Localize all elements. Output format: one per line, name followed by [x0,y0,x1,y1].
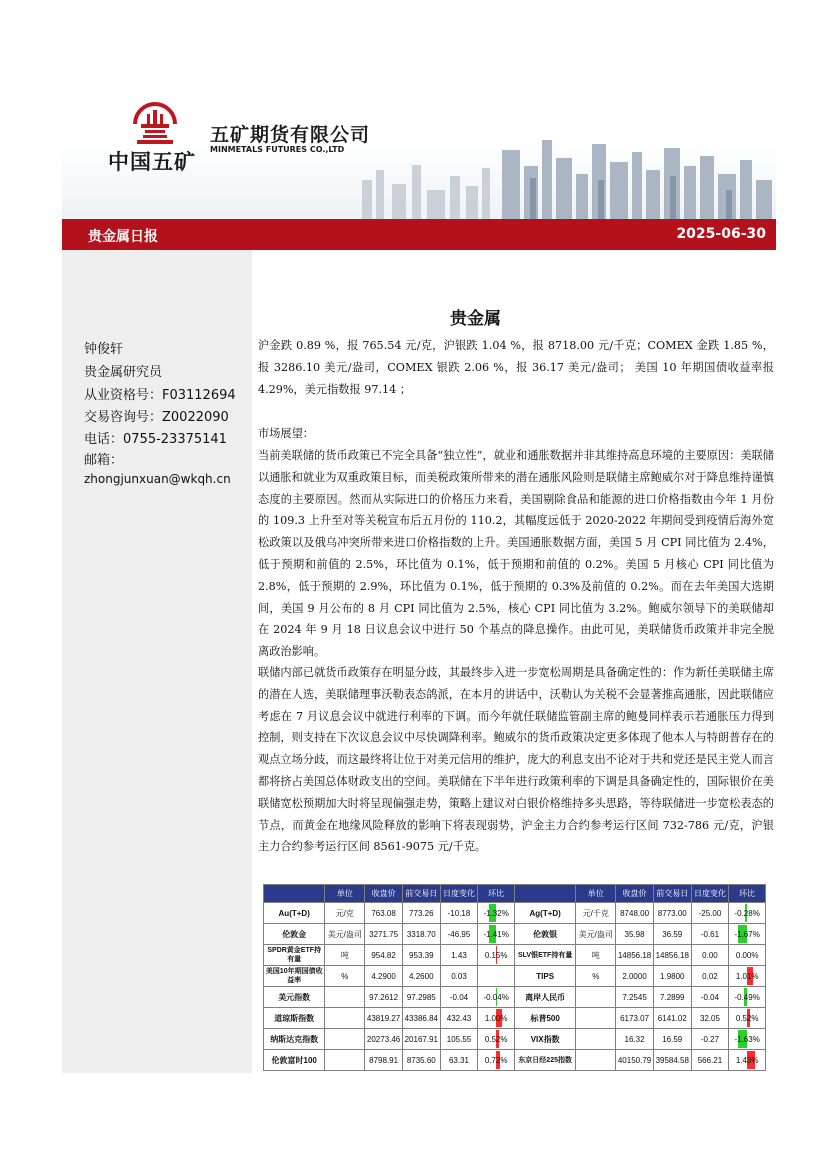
author-title: 贵金属研究员 [84,365,163,380]
table-header-cell: 前交易日 [653,885,691,903]
percent-change-cell [729,1008,766,1029]
percent-change-value: -0.49% [734,992,760,1002]
outlook-paragraph-1: 当前美联储的货币政策已不完全具备“独立性”，就业和通胀数据并非其维持高息环境的主要原因：美联储以通胀和就业为双重政策目标，而美税政策所带来的潜在通胀风险则是联储主席鲍威尔对于降息维持谨慎态度的主要原因。然而从实际进口的价格压力来看，美国剔除食品和能源的进口价格指数由今年 1 月份的 109.3 上升至对等关税宣布后五月份的 110.2，其幅度远低于 2020-2022 年期间受到疫情后海外宽松政策以及俄乌冲突所带来进口价格指数的上升。美国通胀数据方面，美国 5 月 CPI 同比值为 2.4%，低于预期和前值的 2.5%，环比值为 0.1%，低于预期和前值的 0.2%。美国 5 月核心 CPI 同比值为 2.8%，低于预期的 2.9%，环比值为 0.1%，低于预期的 0.3%及前值的 0.2%。而在去年美国大选期间，美国 9 月公布的 8 月 CPI 同比值为 2.5%，核心 CPI 同比值为 3.2%。鲍威尔领导下的美联储却在 2024 年 9 月 18 日议息会议中进行 50 个基点的降息操作。由此可见，美联储货币政策并非完全脱离政治影响。 [258,449,774,659]
table-header-cell: 日度变化 [691,885,729,903]
company-name-en: MINMETALS FUTURES CO.,LTD [210,145,345,154]
author-phone: 电话：0755-23375141 [84,432,227,447]
percent-change-value: 0.52% [484,1034,508,1044]
unit-cell [325,1008,365,1029]
percent-change-value: 1.00% [484,1013,508,1023]
author-consult-number: 交易咨询号：Z0022090 [84,410,229,425]
close-price-cell: 8798.91 [365,1050,403,1071]
table-row [264,966,766,987]
instrument-name: Au(T+D) [264,903,325,924]
percent-change-cell [478,1029,515,1050]
table-header-cell: 单位 [325,885,365,903]
previous-close-cell: 3318.70 [402,924,440,945]
percent-change-cell [478,945,515,966]
close-price-cell: 2.0000 [616,966,654,987]
unit-cell: 吨 [325,945,365,966]
table-header-cell: 前交易日 [402,885,440,903]
page-title: 贵金属 [450,309,501,329]
close-price-cell: 97.2612 [365,987,403,1008]
instrument-name: 伦敦金 [264,924,325,945]
close-price-cell: 14856.18 [616,945,654,966]
table-header-cell [264,885,325,903]
table-header-cell: 收盘价 [616,885,654,903]
unit-cell [325,1050,365,1071]
instrument-name: SPDR黄金ETF持有量 [264,945,325,966]
unit-cell: % [576,966,616,987]
percent-change-value: 0.52% [735,1013,759,1023]
market-data-table [263,884,766,1071]
percent-change-cell [729,945,766,966]
unit-cell: 元/克 [325,903,365,924]
percent-change-value: -0.04% [483,992,509,1002]
table-row [264,987,766,1008]
close-price-cell: 954.82 [365,945,403,966]
percent-change-cell [729,1050,766,1071]
report-name: 贵金属日报 [88,229,158,245]
percent-change-cell [478,1008,515,1029]
percent-change-value: 0.15% [484,950,508,960]
author-qualification: 从业资格号：F03112694 [84,388,236,403]
table-row [264,924,766,945]
previous-close-cell: 36.59 [653,924,691,945]
percent-change-cell [729,924,766,945]
instrument-name: 标普500 [514,1008,575,1029]
logo-brand-text: 中国五矿 [108,150,196,174]
percent-change-value: -1.41% [483,929,509,939]
unit-cell: % [325,966,365,987]
daily-change-cell: 32.05 [691,1008,729,1029]
daily-change-cell: 0.00 [691,945,729,966]
outlook-paragraph-2: 联储内部已就货币政策存在明显分歧，其最终步入进一步宽松周期是具备确定性的：作为新任美联储主席的潜在人选，美联储理事沃勒表态鸽派，在本月的讲话中，沃勒认为关税不会显著推高通胀，因此联储应考虑在 7 月议息会议中就进行利率的下调。而今年就任联储监管副主席的鲍曼同样表示若通胀压力得到控制，则支持在下次议息会议中尽快调降利率。鲍威尔的货币政策决定更多体现了他本人与特朗普存在的观点立场分歧，而这最终将让位于对美元信用的维护，庞大的利息支出不论对于共和党还是民主党人而言都将挤占美国总体财政支出的空间。美联储在下半年进行政策利率的下调是具备确定性的，国际银价在美联储宽松预期加大时将呈现偏强走势，策略上建议对白银价格维持多头思路，等待联储进一步宽松表态的节点，而黄金在地缘风险释放的影响下将表现弱势，沪金主力合约参考运行区间 732-786 元/克，沪银主力合约参考运行区间 8561-9075 元/千克。 [258,666,774,854]
percent-change-cell [729,987,766,1008]
instrument-name: 道琼斯指数 [264,1008,325,1029]
instrument-name: VIX指数 [514,1029,575,1050]
previous-close-cell: 6141.02 [653,1008,691,1029]
percent-change-value: 1.43% [735,1055,759,1065]
unit-cell: 元/千克 [576,903,616,924]
close-price-cell: 6173.07 [616,1008,654,1029]
instrument-name: 美国10年期国债收益率 [264,966,325,987]
close-price-cell: 20273.46 [365,1029,403,1050]
author-email[interactable]: zhongjunxuan@wkqh.cn [84,472,231,486]
previous-close-cell: 773.26 [402,903,440,924]
daily-change-cell: 432.43 [440,1008,478,1029]
previous-close-cell: 4.2600 [402,966,440,987]
unit-cell [576,1008,616,1029]
unit-cell: 美元/盎司 [576,924,616,945]
percent-change-cell [729,903,766,924]
previous-close-cell: 953.39 [402,945,440,966]
daily-change-cell: -0.61 [691,924,729,945]
minmetals-logo-icon [131,102,179,146]
daily-change-cell: -0.04 [440,987,478,1008]
daily-change-cell: 63.31 [440,1050,478,1071]
instrument-name: 东京日经225指数 [514,1050,575,1071]
percent-change-cell [478,1050,515,1071]
daily-change-cell: 1.43 [440,945,478,966]
table-header-cell: 收盘价 [365,885,403,903]
previous-close-cell: 14856.18 [653,945,691,966]
daily-change-cell: -0.27 [691,1029,729,1050]
percent-change-value: 0.72% [484,1055,508,1065]
percent-change-cell [729,966,766,987]
author-email-label: 邮箱： [84,453,124,468]
instrument-name: 伦敦银 [514,924,575,945]
instrument-name: SLV银ETF持有量 [514,945,575,966]
table-row [264,1050,766,1071]
percent-change-cell [478,903,515,924]
unit-cell [576,987,616,1008]
percent-change-cell [729,1029,766,1050]
percent-change-cell [478,966,515,987]
close-price-cell: 43819.27 [365,1008,403,1029]
report-date: 2025-06-30 [676,226,766,242]
unit-cell [325,1029,365,1050]
table-row [264,945,766,966]
instrument-name: 美元指数 [264,987,325,1008]
table-row [264,1029,766,1050]
close-price-cell: 4.2900 [365,966,403,987]
close-price-cell: 8748.00 [616,903,654,924]
table-header-cell: 日度变化 [440,885,478,903]
table-header-cell: 环比 [729,885,766,903]
author-name: 钟俊轩 [84,342,124,357]
instrument-name: 纳斯达克指数 [264,1029,325,1050]
daily-change-cell: -0.04 [691,987,729,1008]
close-price-cell: 763.08 [365,903,403,924]
instrument-name: 离岸人民币 [514,987,575,1008]
table-header-cell: 单位 [576,885,616,903]
daily-change-cell: 0.02 [691,966,729,987]
table-header-cell [514,885,575,903]
report-title-bar [62,219,776,250]
unit-cell: 美元/盎司 [325,924,365,945]
previous-close-cell: 97.2985 [402,987,440,1008]
daily-change-cell: 566.21 [691,1050,729,1071]
company-name-cn: 五矿期货有限公司 [210,124,371,146]
previous-close-cell: 43386.84 [402,1008,440,1029]
percent-change-cell [478,987,515,1008]
instrument-name: Ag(T+D) [514,903,575,924]
table-row [264,1008,766,1029]
unit-cell [325,987,365,1008]
previous-close-cell: 8773.00 [653,903,691,924]
daily-change-cell: -46.95 [440,924,478,945]
close-price-cell: 3271.75 [365,924,403,945]
daily-change-cell: -25.00 [691,903,729,924]
percent-change-value: -0.28% [734,908,760,918]
table-header-row [264,885,766,903]
outlook-heading: 市场展望： [258,427,314,440]
percent-change-value: -1.32% [483,908,509,918]
instrument-name: TIPS [514,966,575,987]
daily-change-cell: 0.03 [440,966,478,987]
unit-cell [576,1050,616,1071]
table-row [264,903,766,924]
percent-change-value: -1.63% [734,1034,760,1044]
daily-change-cell: 105.55 [440,1029,478,1050]
daily-change-cell: -10.18 [440,903,478,924]
previous-close-cell: 1.9800 [653,966,691,987]
close-price-cell: 35.98 [616,924,654,945]
previous-close-cell: 20167.91 [402,1029,440,1050]
percent-change-value: 0.00% [735,950,759,960]
close-price-cell: 40150.79 [616,1050,654,1071]
previous-close-cell: 7.2899 [653,987,691,1008]
table-header-cell: 环比 [478,885,515,903]
previous-close-cell: 39584.58 [653,1050,691,1071]
market-summary: 沪金跌 0.89 %，报 765.54 元/克，沪银跌 1.04 %，报 8718.00 元/千克；COMEX 金跌 1.85 %，报 3286.10 美元/盎司，COMEX 银跌 2.06 %，报 36.17 美元/盎司； 美国 10 年期国债收益率报 4.29%，美元指数报 97.14 ； [258,339,774,396]
close-price-cell: 7.2545 [616,987,654,1008]
unit-cell [576,1029,616,1050]
previous-close-cell: 16.59 [653,1029,691,1050]
close-price-cell: 16.32 [616,1029,654,1050]
percent-change-value: -1.67% [734,929,760,939]
previous-close-cell: 8735.60 [402,1050,440,1071]
percent-change-cell [478,924,515,945]
unit-cell: 吨 [576,945,616,966]
percent-change-value: 1.01% [735,971,759,981]
instrument-name: 伦敦富时100 [264,1050,325,1071]
